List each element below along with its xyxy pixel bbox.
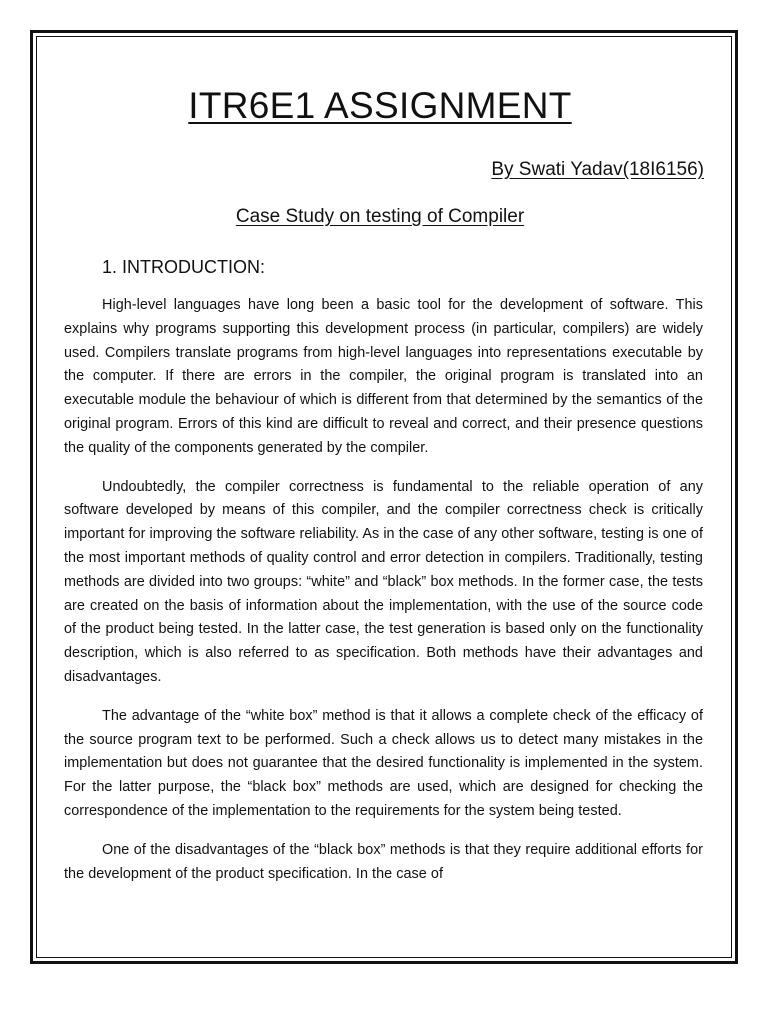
paragraph-4: One of the disadvantages of the “black box” methods is that they require additional efforts for the development of the product specification. In the case of xyxy=(64,841,703,882)
section-heading-introduction: 1. INTRODUCTION: xyxy=(102,257,266,277)
paragraph-3: The advantage of the “white box” method is that it allows a complete check of the efficacy of the source program text to be performed. Such a check allows us to detect many mistakes in the implementation but does not guarantee that the desired functionality is implemented in the system. For the latter purpose, the “black box” methods are used, which are designed for checking the correspondence of the implementation to the requirements for the system being tested. xyxy=(64,707,703,819)
paragraph-2: Undoubtedly, the compiler correctness is fundamental to the reliable operation of any software developed by means of this compiler, and the compiler correctness check is critically important for improving the software reliability. As in the case of any other software, testing is one of the most important methods of quality control and error detection in compilers. Traditionally, testing methods are divided into two groups: “white” and “black” box methods. In the former case, the tests are created on the basis of information about the implementation, with the use of the source code of the product being tested. In the latter case, the test generation is based only on the functionality description, which is also referred to as specification. Both methods have their advantages and disadvantages. xyxy=(64,478,703,685)
document-title: ITR6E1 ASSIGNMENT xyxy=(188,85,572,126)
body-text xyxy=(64,294,703,956)
author-line: By Swati Yadav(18I6156) xyxy=(491,159,704,180)
paragraph-1: High-level languages have long been a basic tool for the development of software. This explains why programs supporting this development process (in particular, compilers) are widely used. Compilers translate programs from high-level languages into representations executable by the computer. If there are errors in the compiler, the original program is translated into an executable module the behaviour of which is different from that determined by the semantics of the original program. Errors of this kind are difficult to reveal and correct, and their presence questions the quality of the components generated by the compiler. xyxy=(64,297,703,456)
document-subtitle: Case Study on testing of Compiler xyxy=(235,206,525,227)
